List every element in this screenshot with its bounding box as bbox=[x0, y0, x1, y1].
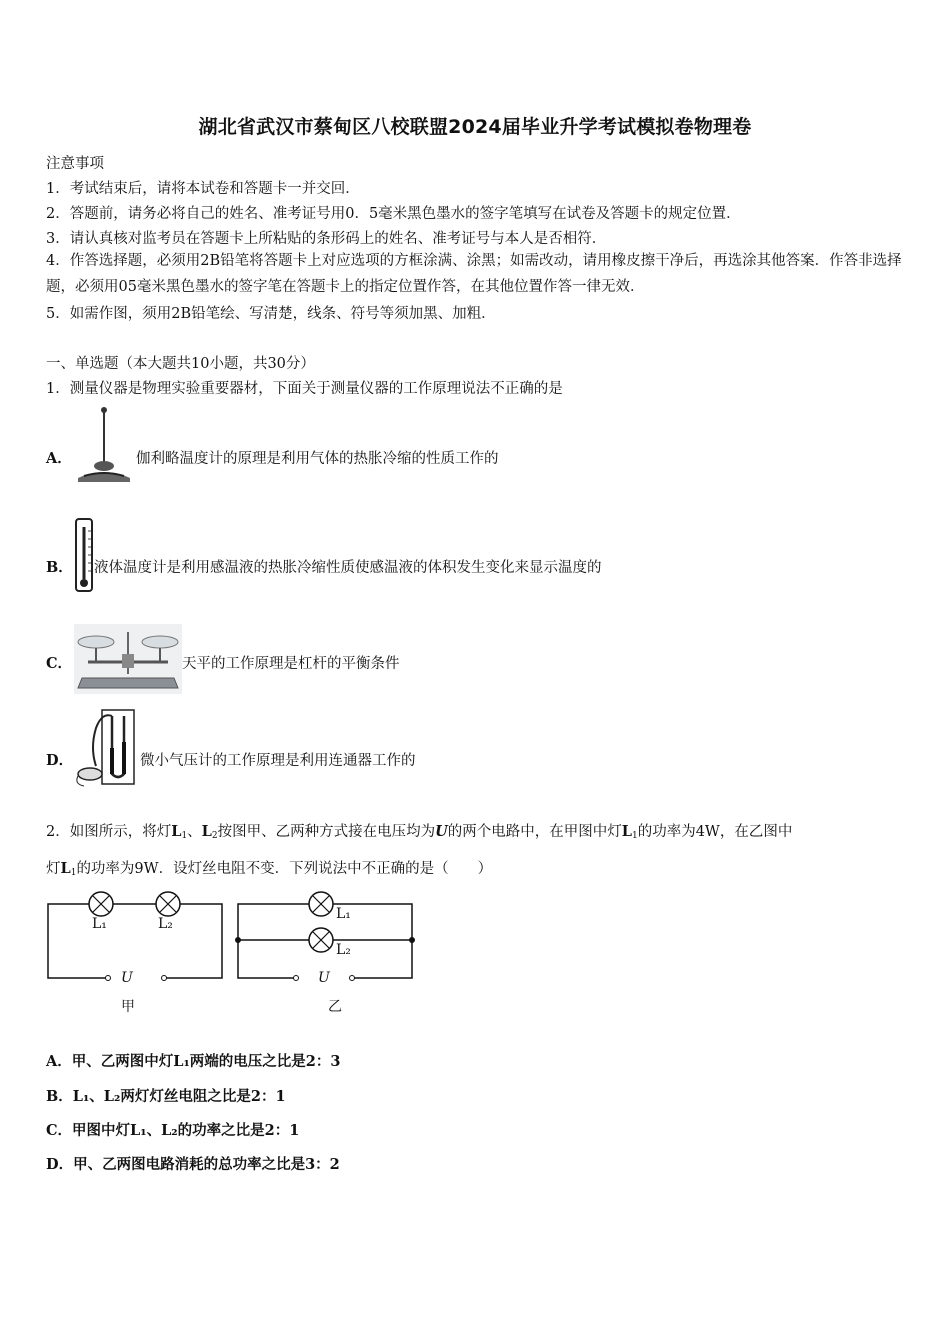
circuit-jia-lamp2-label: L₂ bbox=[158, 916, 173, 932]
option-letter: B． bbox=[46, 1088, 73, 1105]
stem-text: 灯 bbox=[46, 861, 61, 877]
stem-symbol-l2: L bbox=[201, 823, 212, 840]
q1-option-d-letter: D． bbox=[46, 752, 74, 769]
option-text: 甲、乙两图中灯L₁两端的电压之比是2：3 bbox=[71, 1053, 341, 1070]
circuit-jia-caption: 甲 bbox=[121, 999, 135, 1015]
question-2-stem-line-2 bbox=[46, 857, 492, 878]
stem-symbol-u: U bbox=[435, 823, 448, 840]
stem-text: 按图甲、乙两种方式接在电压均为 bbox=[217, 824, 436, 840]
circuit-jia-lamp1-label: L₁ bbox=[92, 916, 107, 932]
q2-option-c bbox=[46, 1119, 299, 1140]
q2-option-d bbox=[46, 1153, 340, 1174]
q1-option-a-text: 伽利略温度计的原理是利用气体的热胀冷缩的性质工作的 bbox=[136, 451, 499, 467]
notice-item: 2．答题前，请务必将自己的姓名、准考证号用0．5毫米黑色墨水的签字笔填写在试卷及答题卡的规定位置． bbox=[46, 206, 741, 222]
terminal bbox=[106, 976, 111, 981]
stem-text: 的功率为9W．设灯丝电阻不变．下列说法中不正确的是（ ） bbox=[76, 861, 493, 877]
circuit-yi-caption: 乙 bbox=[328, 999, 342, 1015]
page-title: 湖北省武汉市蔡甸区八校联盟2024届毕业升学考试模拟卷物理卷 bbox=[198, 116, 752, 138]
liquid-thermometer-icon bbox=[73, 517, 95, 595]
manometer-icon bbox=[72, 708, 138, 788]
stem-text: 的两个电路中，在甲图中灯 bbox=[447, 824, 622, 840]
q1-option-a-letter: A． bbox=[46, 450, 72, 467]
notice-item: 1．考试结束后，请将本试卷和答题卡一并交回． bbox=[46, 181, 360, 197]
stem-symbol-l1: L bbox=[60, 860, 71, 877]
terminal bbox=[350, 976, 355, 981]
galileo-thermometer-icon bbox=[74, 406, 134, 486]
option-text: 甲、乙两图电路消耗的总功率之比是3：2 bbox=[73, 1156, 340, 1173]
option-letter: A． bbox=[46, 1053, 72, 1070]
notice-heading: 注意事项 bbox=[46, 156, 104, 172]
q2-option-a bbox=[46, 1050, 341, 1071]
circuit-jia-diagram bbox=[44, 890, 226, 984]
option-letter: C． bbox=[46, 1122, 73, 1139]
question-2-stem-line-1 bbox=[46, 820, 792, 841]
stem-subscript: 1 bbox=[181, 831, 188, 841]
circuit-jia-voltage-label: U bbox=[121, 970, 133, 986]
terminal bbox=[294, 976, 299, 981]
circuit-yi-lamp1-label: L₁ bbox=[336, 906, 351, 922]
circuit-yi-voltage-label: U bbox=[318, 970, 330, 986]
circuit-yi-lamp2-label: L₂ bbox=[336, 942, 351, 958]
notice-item: 4．作答选择题，必须用2B铅笔将答题卡上对应选项的方框涂满、涂黑；如需改动，请用橡皮擦干净后，再选涂其他答案．作答非选择题，必须用05毫米黑色墨水的签字笔在答题卡上的指定位置作答，在其他位置作答一律无效． bbox=[46, 253, 902, 295]
section-heading: 一、单选题（本大题共10小题，共30分） bbox=[46, 356, 315, 372]
q1-option-b-letter: B． bbox=[46, 559, 73, 576]
notice-item: 5．如需作图，须用2B铅笔绘、写清楚，线条、符号等须加黑、加粗． bbox=[46, 306, 496, 322]
option-text: 甲图中灯L₁、L₂的功率之比是2：1 bbox=[72, 1122, 300, 1139]
stem-subscript: 1 bbox=[631, 831, 638, 841]
option-letter: D． bbox=[46, 1156, 74, 1173]
q1-option-b-text: 液体温度计是利用感温液的热胀冷缩性质使感温液的体积发生变化来显示温度的 bbox=[94, 560, 602, 576]
stem-subscript: 2 bbox=[211, 831, 218, 841]
q1-option-c-letter: C． bbox=[46, 655, 73, 672]
terminal bbox=[162, 976, 167, 981]
stem-text: 、 bbox=[187, 824, 202, 840]
option-text: L₁、L₂两灯灯丝电阻之比是2：1 bbox=[72, 1088, 286, 1105]
question-1-stem: 1．测量仪器是物理实验重要器材，下面关于测量仪器的工作原理说法不正确的是 bbox=[46, 381, 563, 397]
stem-symbol-l1: L bbox=[621, 823, 632, 840]
balance-scale-icon bbox=[74, 624, 182, 694]
q1-option-c-text: 天平的工作原理是杠杆的平衡条件 bbox=[182, 656, 400, 672]
stem-text: 2．如图所示，将灯 bbox=[46, 824, 172, 840]
notice-item: 3．请认真核对监考员在答题卡上所粘贴的条形码上的姓名、准考证号与本人是否相符． bbox=[46, 231, 607, 247]
stem-text: 的功率为4W，在乙图中 bbox=[637, 824, 793, 840]
stem-symbol-l1: L bbox=[171, 823, 182, 840]
q1-option-d-text: 微小气压计的工作原理是利用连通器工作的 bbox=[140, 753, 416, 769]
q2-option-b bbox=[46, 1085, 286, 1106]
stem-subscript: 1 bbox=[70, 868, 77, 878]
